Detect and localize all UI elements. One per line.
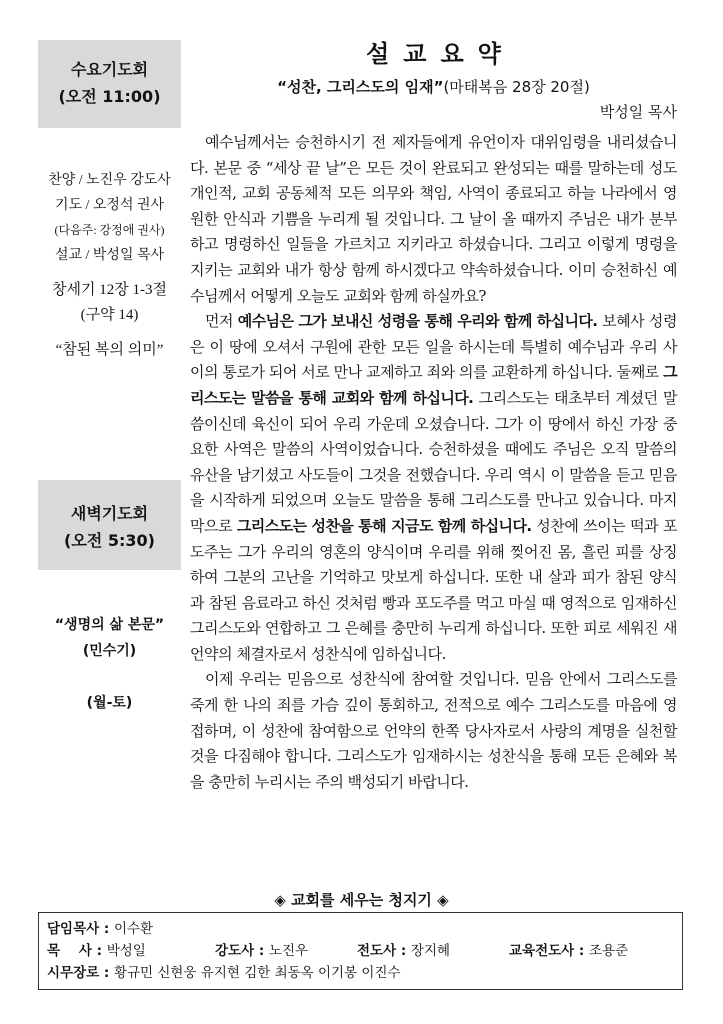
program-line: 설교 / 박성일 목사 (54, 248, 165, 263)
pastor-label: 담임목사 : (47, 921, 114, 937)
dawn-program (38, 570, 181, 885)
stewards-banner: ◈ 교회를 세우는 청지기 ◈ (274, 891, 449, 909)
dawn-service-time: (오전 5:30) (64, 531, 155, 550)
wednesday-service-time: (오전 11:00) (58, 87, 161, 106)
pastor-name: 이수환 (113, 921, 154, 937)
sidebar (38, 40, 181, 885)
sermon-author: 박성일 목사 (599, 103, 677, 121)
preacher-label: 강도사 : (215, 943, 269, 959)
paragraph: 이제 우리는 믿음으로 성찬식에 참여할 것입니다. 믿음 안에서 그리스도를 죽게 한 나의 죄를 가슴 깊이 통회하고, 전적으로 예수 그리스도를 마음에 영접하며, 이 성찬에 참여함으로 언약의 한쪽 당사자로서 사랑의 계명을 실천할 것을 다짐해야 합니다. 그리스도가 임재하시는 성찬식을 통해 모든 은혜와 복을 충만히 누리시는 주의 백성되기 바랍니다. (190, 670, 677, 791)
sermon-title: “성찬, 그리스도의 임재” (277, 78, 444, 96)
dawn-program-book: (민수기) (82, 643, 137, 659)
program-line: 찬양 / 노진우 강도사 (48, 173, 171, 188)
dawn-program-days: (월-토) (86, 695, 133, 711)
emphasis: 그리스도는 말씀을 통해 교회와 함께 하십니다. (190, 363, 677, 407)
edu-evangelist-label: 교육전도사 : (509, 943, 590, 959)
dawn-service-title: 새벽기도회 (70, 504, 149, 523)
staff-box (38, 912, 683, 990)
emphasis: 그리스도는 성찬을 통해 지금도 함께 하십니다. (236, 516, 532, 535)
emphasis: 예수님은 그가 보내신 성령을 통해 우리와 함께 하십니다. (237, 312, 598, 331)
paragraph: 먼저 예수님은 그가 보내신 성령을 통해 우리와 함께 하십니다. 보혜사 성령은 이 땅에 오셔서 구원에 관한 모든 일을 하시는데 특별히 예수님과 우리 사이의 통로가 되어 서로 만나 교제하고 죄와 의를 교환하게 하십니다. 둘째로 그리스도는 말씀을 통해 교회와 함께 하십니다. 그리스도는 태초부터 계셨던 말씀이신데 육신이 되어 우리 가운데 오셨습니다. 그가 이 땅에서 하신 가장 중요한 사역은 말씀의 사역이었습니다. 승천하셨을 때에도 주님은 오직 말씀의 유산을 남기셨고 사도들이 그것을 전했습니다. 우리 역시 이 말씀을 듣고 믿음을 시작하게 되었으며 오늘도 말씀을 통해 그리스도를 만나고 있습니다. 마지막으로 그리스도는 성찬을 통해 지금도 함께 하십니다. 성찬에 쓰이는 떡과 포도주는 그가 우리의 영혼의 양식이며 우리를 위해 찢어진 몸, 흘린 피를 상징하여 그분의 고난을 기억하고 맛보게 하십니다. 또한 내 살과 피가 참된 양식과 참된 음료라고 하신 것처럼 빵과 포도주를 먹고 마실 때 영적으로 임재하신 그리스도와 연합하고 그 은혜를 충만히 누리게 하십니다. 또한 피로 세워진 새 언약의 체결자로서 성찬식에 임하십니다. (190, 312, 677, 663)
sermon-scripture: (마태복음 28장 20절) (443, 78, 590, 96)
sermon-heading: 설교요약 (366, 40, 515, 68)
elders-label: 시무장로 : (47, 965, 114, 981)
minister-name: 박성일 (106, 943, 146, 959)
scripture-reference: 창세기 12장 1-3절 (52, 282, 167, 298)
sermon-summary (190, 36, 677, 795)
dawn-program-title: “생명의 삶 본문” (54, 617, 165, 633)
wednesday-program (38, 128, 181, 520)
paragraph: 예수님께서는 승천하시기 전 제자들에게 유언이자 대위임령을 내리셨습니다. 본문 중 “세상 끝 날”은 모든 것이 완료되고 완성되는 때를 말하는데 성도 개인적, 교회 공동체적 모든 의무와 책임, 사역이 종료되고 하늘 나라에서 영원한 안식과 기쁨을 누리게 될 것입니다. 그 날이 올 때까지 주님은 내가 분부하고 명령하신 일들을 가르치고 지키라고 하셨습니다. 그리고 이렇게 명령을 지키는 교회와 내가 항상 함께 하시겠다고 약속하셨습니다. 이미 승천하신 예수님께서 어떻게 오늘도 교회와 함께 하실까요? (190, 133, 677, 305)
wednesday-service-title: 수요기도회 (70, 60, 149, 79)
program-line: 기도 / 오정석 권사 (54, 198, 165, 213)
dawn-service-header (38, 480, 181, 570)
edu-evangelist-name: 조용준 (589, 943, 629, 959)
minister-label: 목 사 : (47, 943, 107, 959)
preacher-name: 노진우 (268, 943, 309, 959)
evangelist-name: 장지혜 (410, 943, 451, 959)
sermon-body (190, 130, 677, 795)
wednesday-service-header (38, 40, 181, 128)
program-line: (다음주: 강정애 권사) (54, 223, 165, 237)
staff-row (47, 918, 674, 940)
scripture-page: (구약 14) (80, 307, 139, 323)
sermon-subtitle (190, 75, 677, 99)
staff-row (47, 940, 674, 962)
staff-row (47, 962, 674, 984)
elders-names: 황규민 신현웅 유지현 김한 최동옥 이기봉 이진수 (113, 965, 401, 981)
evangelist-label: 전도사 : (357, 943, 411, 959)
sermon-title-sidebar: “참된 복의 의미” (55, 342, 164, 358)
